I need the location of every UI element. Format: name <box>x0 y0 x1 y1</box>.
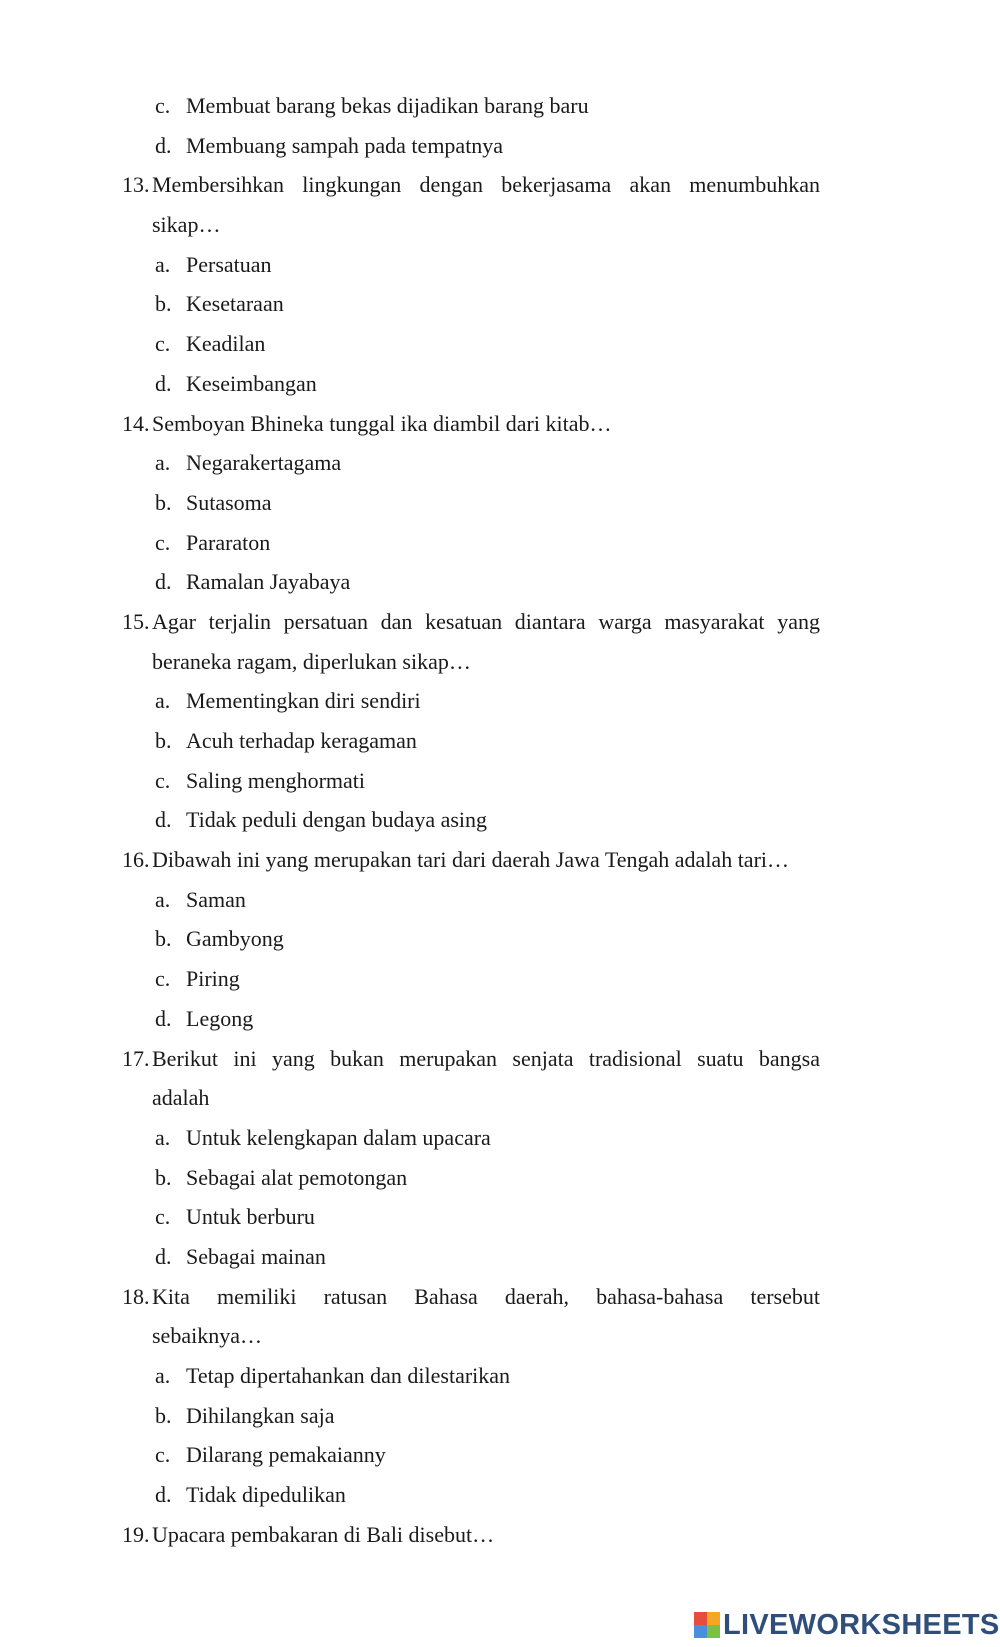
answer-option <box>0 126 1000 166</box>
option-letter: d. <box>155 1243 172 1269</box>
option-text: Keadilan <box>186 331 266 357</box>
answer-option <box>0 483 1000 523</box>
liveworksheets-logo-icon <box>694 1612 720 1638</box>
question-continuation-line <box>0 1078 1000 1118</box>
question-number: 17. <box>122 1045 150 1071</box>
option-letter: d. <box>155 1005 172 1031</box>
option-letter: d. <box>155 569 172 595</box>
answer-option <box>0 523 1000 563</box>
option-text: Legong <box>186 1005 254 1031</box>
option-text: Piring <box>186 966 240 992</box>
option-letter: b. <box>155 728 172 753</box>
option-letter: a. <box>155 1363 171 1388</box>
option-letter: d. <box>155 132 172 158</box>
option-letter: c. <box>155 1442 171 1468</box>
question-text: Dibawah ini yang merupakan tari dari daerah Jawa Tengah adalah tari… <box>152 847 790 873</box>
answer-option <box>0 86 1000 126</box>
worksheet-page <box>0 86 1000 1554</box>
question-continuation-line <box>0 642 1000 682</box>
question-text-continued: beraneka ragam, diperlukan sikap… <box>152 648 471 674</box>
question-line <box>0 404 1000 444</box>
option-letter: b. <box>155 1402 172 1428</box>
question-text: Upacara pembakaran di Bali disebut… <box>152 1521 495 1547</box>
question-number: 18. <box>122 1283 150 1309</box>
option-letter: c. <box>155 1204 171 1230</box>
option-letter: c. <box>155 966 171 992</box>
option-text: Ramalan Jayabaya <box>186 569 351 595</box>
answer-option <box>0 1396 1000 1436</box>
answer-option <box>0 1118 1000 1158</box>
option-letter: b. <box>155 1164 172 1190</box>
answer-option <box>0 1158 1000 1198</box>
answer-option <box>0 1197 1000 1237</box>
answer-option <box>0 880 1000 920</box>
question-text-continued: sikap… <box>152 212 221 238</box>
option-text: Mementingkan diri sendiri <box>186 688 421 714</box>
liveworksheets-watermark <box>694 1609 1000 1641</box>
option-letter: c. <box>155 93 171 118</box>
option-letter: c. <box>155 529 171 555</box>
option-text: Sebagai mainan <box>186 1243 326 1269</box>
option-text: Persatuan <box>186 251 272 277</box>
option-letter: b. <box>155 926 172 952</box>
option-text: Sebagai alat pemotongan <box>186 1164 408 1190</box>
option-letter: a. <box>155 1124 171 1150</box>
option-text: Membuat barang bekas dijadikan barang baru <box>186 93 589 118</box>
question-line <box>0 602 1000 642</box>
option-text: Saling menghormati <box>186 767 366 793</box>
question-text-continued: sebaiknya… <box>152 1323 262 1349</box>
question-number: 13. <box>122 172 150 198</box>
option-text: Tidak peduli dengan budaya asing <box>186 807 488 833</box>
answer-option <box>0 959 1000 999</box>
option-text: Tidak dipedulikan <box>186 1482 346 1508</box>
option-text: Membuang sampah pada tempatnya <box>186 132 504 158</box>
answer-option <box>0 1356 1000 1396</box>
option-letter: d. <box>155 807 172 833</box>
question-number: 19. <box>122 1521 150 1547</box>
answer-option <box>0 1475 1000 1515</box>
option-letter: a. <box>155 886 171 912</box>
option-letter: c. <box>155 331 171 357</box>
option-letter: b. <box>155 489 172 515</box>
option-text: Untuk kelengkapan dalam upacara <box>186 1124 491 1150</box>
option-letter: b. <box>155 291 172 317</box>
question-number: 15. <box>122 608 150 634</box>
logo-square-orange <box>707 1612 720 1625</box>
answer-option <box>0 284 1000 324</box>
option-text: Tetap dipertahankan dan dilestarikan <box>186 1363 511 1388</box>
question-text-continued: adalah <box>152 1085 210 1111</box>
question-text: Berikut ini yang bukan merupakan senjata tradisional suatu bangsa <box>152 1045 820 1071</box>
answer-option <box>0 999 1000 1039</box>
answer-option <box>0 245 1000 285</box>
question-text: Agar terjalin persatuan dan kesatuan diantara warga masyarakat yang <box>152 608 820 634</box>
liveworksheets-wordmark: LIVEWORKSHEETS <box>723 1608 1000 1641</box>
option-letter: c. <box>155 767 171 793</box>
answer-option <box>0 800 1000 840</box>
answer-option <box>0 1435 1000 1475</box>
question-text: Membersihkan lingkungan dengan bekerjasama akan menumbuhkan <box>152 172 820 198</box>
question-line <box>0 840 1000 880</box>
answer-option <box>0 324 1000 364</box>
question-continuation-line <box>0 1316 1000 1356</box>
question-number: 16. <box>122 847 150 873</box>
option-letter: d. <box>155 370 172 396</box>
answer-option <box>0 919 1000 959</box>
option-letter: a. <box>155 450 171 476</box>
question-text: Kita memiliki ratusan Bahasa daerah, bahasa-bahasa tersebut <box>152 1283 820 1309</box>
answer-option <box>0 721 1000 761</box>
option-letter: a. <box>155 688 171 714</box>
logo-square-green <box>707 1625 720 1638</box>
option-text: Acuh terhadap keragaman <box>186 728 417 753</box>
option-letter: a. <box>155 251 171 277</box>
question-line <box>0 1515 1000 1555</box>
option-text: Untuk berburu <box>186 1204 315 1230</box>
answer-option <box>0 562 1000 602</box>
question-number: 14. <box>122 410 150 436</box>
question-line <box>0 1277 1000 1317</box>
option-letter: d. <box>155 1482 172 1508</box>
option-text: Pararaton <box>186 529 271 555</box>
answer-option <box>0 681 1000 721</box>
answer-option <box>0 364 1000 404</box>
option-text: Dilarang pemakaianny <box>186 1442 386 1468</box>
question-line <box>0 165 1000 205</box>
question-line <box>0 1039 1000 1079</box>
answer-option <box>0 761 1000 801</box>
logo-square-blue <box>694 1625 707 1638</box>
option-text: Dihilangkan saja <box>186 1402 335 1428</box>
option-text: Keseimbangan <box>186 370 317 396</box>
logo-square-red <box>694 1612 707 1625</box>
option-text: Gambyong <box>186 926 284 952</box>
option-text: Sutasoma <box>186 489 272 515</box>
option-text: Negarakertagama <box>186 450 342 476</box>
answer-option <box>0 443 1000 483</box>
question-continuation-line <box>0 205 1000 245</box>
option-text: Kesetaraan <box>186 291 284 317</box>
question-text: Semboyan Bhineka tunggal ika diambil dari kitab… <box>152 410 612 436</box>
answer-option <box>0 1237 1000 1277</box>
option-text: Saman <box>186 886 246 912</box>
